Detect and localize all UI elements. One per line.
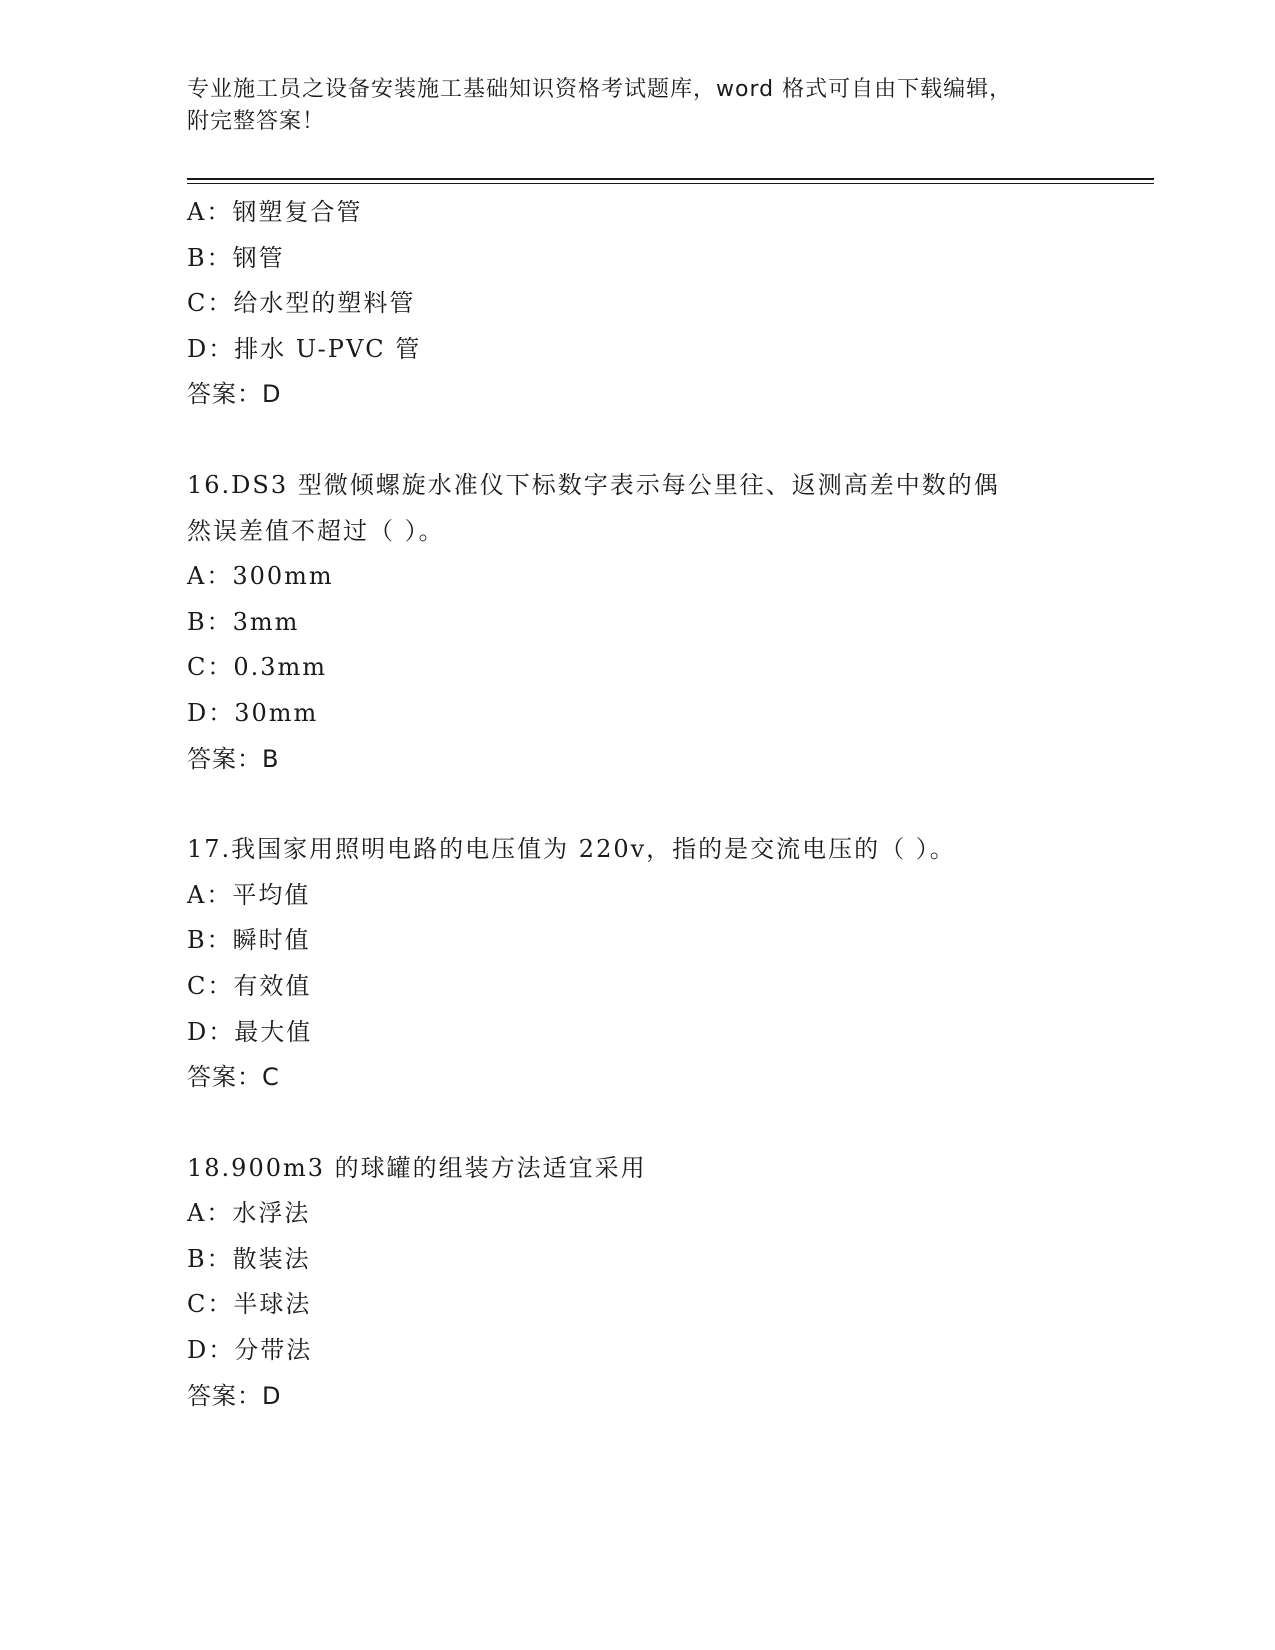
- option-key: C：: [187, 653, 234, 682]
- question-18: [187, 1146, 1087, 1420]
- question-stem-line-1: 18.900m3 的球罐的组装方法适宜采用: [187, 1153, 647, 1182]
- option-b: [187, 918, 1087, 964]
- option-key: B：: [187, 243, 233, 272]
- option-key: B：: [187, 607, 233, 636]
- option-c: [187, 964, 1087, 1010]
- question-stem-line-2: 然误差值不超过（ ）。: [187, 516, 445, 545]
- option-key: B：: [187, 926, 233, 955]
- option-text: 0.3mm: [233, 653, 328, 682]
- option-a: [187, 1191, 1087, 1237]
- option-key: A：: [187, 562, 233, 591]
- option-key: A：: [187, 198, 233, 226]
- option-key: D：: [187, 334, 235, 363]
- option-key: D：: [187, 698, 235, 727]
- option-d: [187, 1010, 1087, 1056]
- option-text: 分带法: [234, 1336, 313, 1365]
- answer-line: 答案：D: [187, 1381, 282, 1410]
- option-a: [187, 190, 1087, 236]
- option-text: 3mm: [232, 607, 300, 636]
- option-text: 平均值: [232, 880, 311, 909]
- question-16: [187, 463, 1087, 782]
- question-17: [187, 827, 1087, 1101]
- option-text: 钢塑复合管: [232, 198, 363, 226]
- option-c: [187, 645, 1087, 691]
- option-text: 给水型的塑料管: [233, 289, 416, 318]
- option-text: 水浮法: [232, 1199, 311, 1228]
- option-text: 钢管: [232, 243, 285, 272]
- header-divider-thick: [187, 178, 1154, 180]
- answer-line: 答案：B: [187, 744, 280, 773]
- option-text: 有效值: [233, 971, 312, 1000]
- option-d: [187, 1328, 1087, 1374]
- option-d: [187, 691, 1087, 737]
- option-b: [187, 236, 1087, 282]
- header-line-1: 专业施工员之设备安装施工基础知识资格考试题库，word 格式可自由下载编辑，: [187, 77, 1013, 102]
- option-a: [187, 554, 1087, 600]
- question-stem-line-1: 17.我国家用照明电路的电压值为 220v，指的是交流电压的（ ）。: [187, 835, 956, 864]
- option-b: [187, 600, 1087, 646]
- option-b: [187, 1237, 1087, 1283]
- question-15-tail: [187, 190, 1087, 418]
- option-key: C：: [187, 1290, 234, 1319]
- option-text: 半球法: [233, 1290, 312, 1319]
- option-key: B：: [187, 1244, 233, 1273]
- option-key: A：: [187, 1199, 233, 1228]
- option-text: 30mm: [234, 698, 319, 727]
- question-content: [187, 190, 1087, 1419]
- option-text: 散装法: [232, 1244, 311, 1273]
- option-key: C：: [187, 289, 234, 318]
- option-c: [187, 281, 1087, 327]
- option-a: [187, 873, 1087, 919]
- option-c: [187, 1282, 1087, 1328]
- option-key: D：: [187, 1017, 235, 1046]
- option-text: 排水 U-PVC 管: [234, 334, 422, 363]
- question-stem-line-1: 16.DS3 型微倾螺旋水准仪下标数字表示每公里往、返测高差中数的偶: [187, 470, 1000, 499]
- option-key: D：: [187, 1336, 235, 1365]
- option-d: [187, 327, 1087, 373]
- header-divider-thin: [187, 183, 1154, 184]
- option-text: 瞬时值: [232, 926, 311, 955]
- answer-line: 答案：D: [187, 380, 282, 409]
- option-text: 300mm: [232, 562, 334, 591]
- header-line-2: 附完整答案！: [187, 109, 326, 134]
- answer-line: 答案：C: [187, 1063, 280, 1092]
- option-key: A：: [187, 880, 233, 909]
- option-key: C：: [187, 971, 234, 1000]
- document-header: [187, 74, 1087, 138]
- option-text: 最大值: [234, 1017, 313, 1046]
